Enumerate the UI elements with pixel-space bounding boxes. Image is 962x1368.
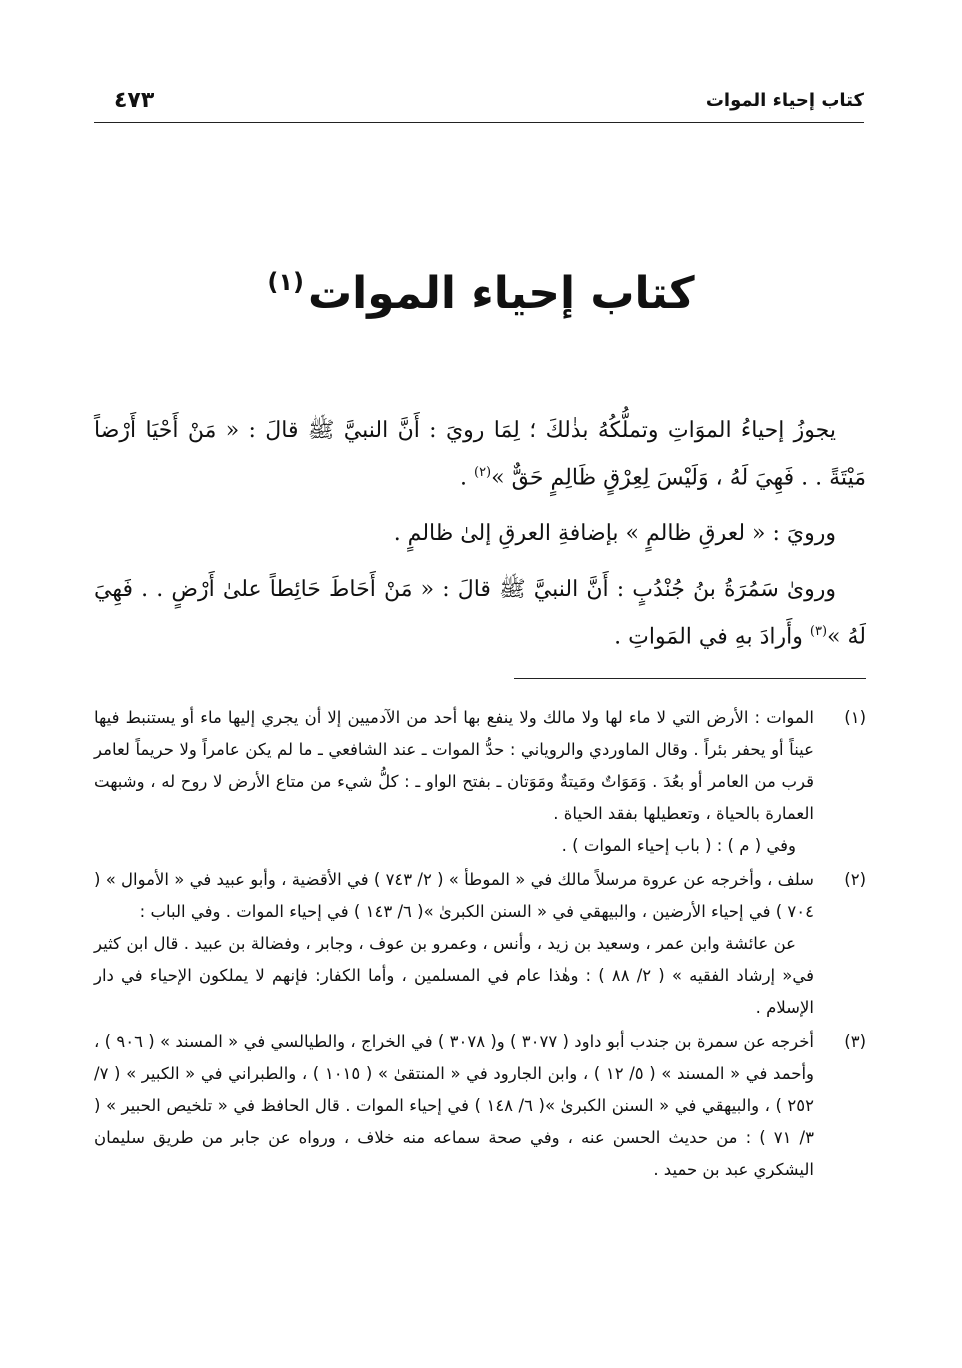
footnote-paragraph: الموات : الأرض التي لا ماء لها ولا مالك ولا ينفع بها أحد من الآدميين إلا أن يجري إليها ماء أو يستنبط فيها عيناً أو يحفر بئراً . وقال الماوردي والروياني : حدُّ الموات ـ عند الشافعي ـ ما لم يكن عامراً ولا حريماً لعامر قرب من العامر أو بعُدَ . وَمَوَاتٌ ومَيتةٌ ومَوَتان ـ بفتح الواو ـ : كلُّ شيء من متاع الأرض لا روح له ، وشبهت العمارة بالحياة ، وتعطيلها بفقد الحياة .	[94, 708, 814, 823]
footnote-paragraph: سلف ، وأخرجه عن عروة مرسلاً مالك في « الموطأ » ( ٢/ ٧٤٣ ) في الأقضية ، وأبو عبيد في « الأموال » ( ٧٠٤ ) في إحياء الأرضين ، والبيهقي في « السنن الكبرىٰ »( ٦/ ١٤٣ ) في إحياء الموات . وفي الباب :	[94, 870, 814, 921]
footnote-2	[94, 864, 866, 1024]
page-number: ٤٧٣	[114, 88, 155, 113]
footnote-marker-2: (٢)	[473, 465, 492, 480]
footnote-number: (٢)	[844, 870, 866, 889]
main-text	[94, 410, 866, 673]
footnotes	[94, 702, 866, 1188]
paragraph-1-text: يجوزُ إحياءُ الموَاتِ وتملُّكُهُ بذٰلكَ ؛ لِمَا رويَ : أَنَّ النبيَّ ﷺ قالَ : « مَنْ أَحْيَا أَرْضاً مَيْتَةً . . فَهِيَ لَهُ ، وَلَيْسَ لِعِرْقٍ ظَالِمٍ حَقٌّ »	[94, 418, 866, 491]
footnote-marker-3: (٣)	[809, 624, 828, 640]
chapter-title-text: كتاب إحياء الموات	[307, 268, 695, 319]
footnote-body	[94, 864, 814, 1024]
paragraph-3	[94, 569, 866, 658]
footnote-body	[94, 702, 814, 862]
footnote-1	[94, 702, 866, 862]
chapter-footnote-marker: (١)	[267, 268, 304, 296]
footnote-body	[94, 1026, 814, 1186]
paragraph-1-end: .	[459, 465, 474, 491]
paragraph-1	[94, 410, 866, 499]
paragraph-2: ورويَ : « لعرقِ ظالمٍ » بإضافةِ العرقِ إلىٰ ظالمٍ .	[393, 521, 836, 547]
chapter-title	[0, 268, 962, 319]
footnote-paragraph: وفي ( م ) : ( باب إحياء الموات ) .	[561, 836, 796, 855]
footnote-3	[94, 1026, 866, 1186]
footnote-paragraph: أخرجه عن سمرة بن جندب أبو داود ( ٣٠٧٧ ) و( ٣٠٧٨ ) في الخراج ، والطيالسي في « المسند » ( ٩٠٦ ) ، وأحمد في « المسند » ( ٥/ ١٢ ) ، وابن الجارود في « المنتقىٰ » ( ١٠١٥ ) ، والطبراني في « الكبير » ( ٧/ ٢٥٢ ) ، والبيهقي في « السنن الكبرىٰ »( ٦/ ١٤٨ ) في إحياء الموات . قال الحافظ في « تلخيص الحبير » ( ٣/ ٧١ ) : من حديث الحسن عنه ، وفي صحة سماعه منه خلاف ، ورواه عن جابر من طريق سليمان اليشكري عبد بن حميد .	[94, 1032, 814, 1179]
paragraph-3-end: وأَرادَ بهِ في المَواتِ .	[614, 624, 810, 650]
running-header	[94, 86, 864, 123]
header-title: كتاب إحياء الموات	[705, 90, 864, 111]
paragraph-3-text: ورویٰ سَمُرَةُ بنُ جُنْدُبٍ : أَنَّ النبيَّ ﷺ قالَ : « مَنْ أَحَاطَ حَائِطاً علىٰ أَرْضٍ . . فَهِيَ لَهُ »	[94, 577, 866, 650]
footnote-paragraph: عن عائشة وابن عمر ، وسعيد بن زيد ، وأنس ، وعمرو بن عوف ، وجابر ، وفضالة بن عبيد . قال ابن كثير في« إرشاد الفقيه » ( ٢/ ٨٨ ) : وهٰذا عام في المسلمين ، وأما الكفار: فإنهم لا يملكون الإحياء في دار الإسلام .	[94, 934, 814, 1017]
footnote-number: (٣)	[844, 1032, 866, 1051]
footnote-separator	[514, 678, 866, 679]
footnote-number: (١)	[844, 708, 866, 727]
